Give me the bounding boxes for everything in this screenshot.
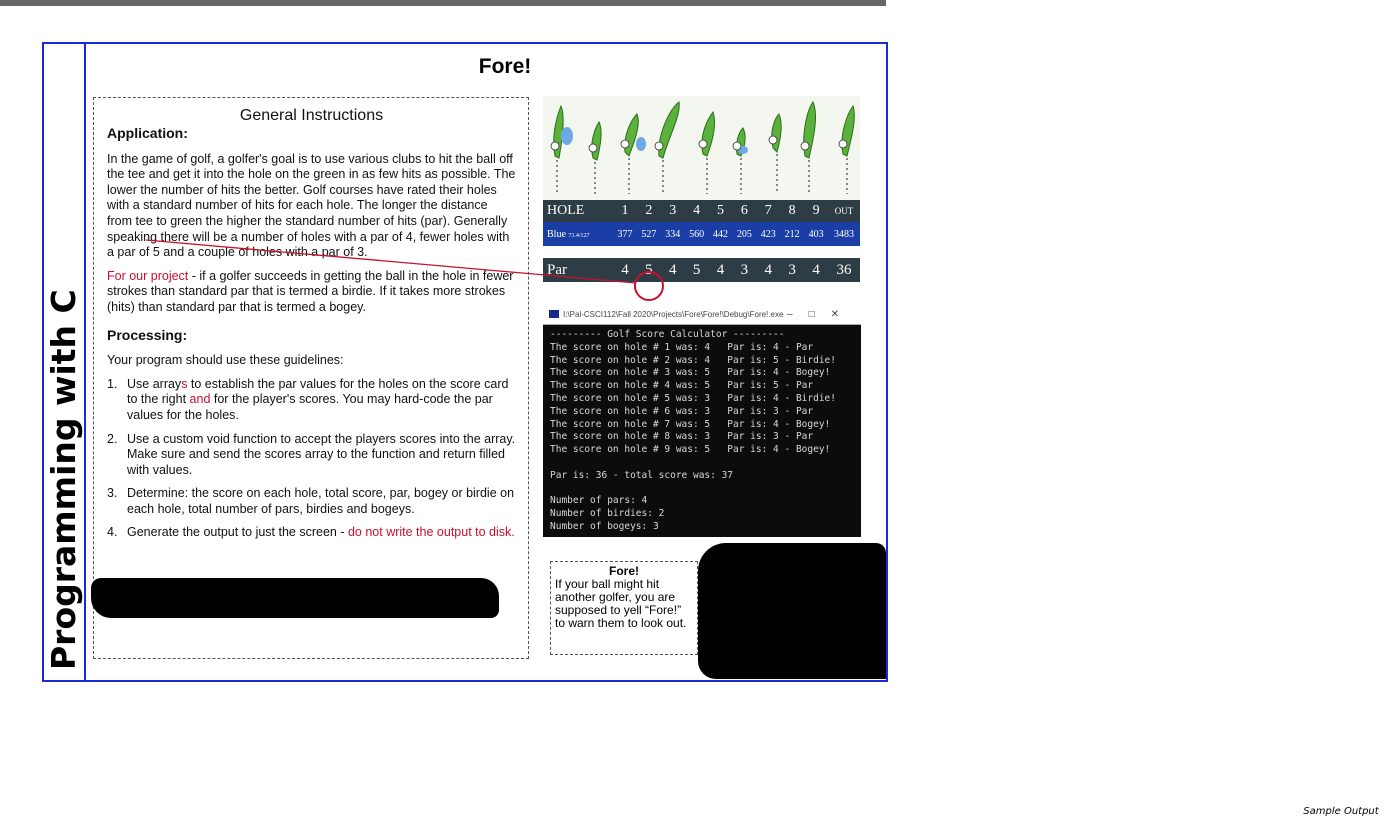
console-line: The score on hole # 6 was: 3 Par is: 3 - Par <box>550 405 814 417</box>
page-title: Fore! <box>478 55 532 78</box>
console-titlebar <box>543 306 861 325</box>
console-output <box>543 325 861 534</box>
instructions-heading: General Instructions <box>239 107 384 124</box>
pointer-line <box>146 240 636 283</box>
sample-output-label: Sample Output <box>1295 801 1387 823</box>
console-line: The score on hole # 9 was: 5 Par is: 4 - Bogey! <box>550 444 831 456</box>
console-line: Number of birdies: 2 <box>550 508 665 520</box>
highlight-circle <box>634 271 664 301</box>
list-item: 4. Generate the output to just the screen - do not write the output to disk. <box>107 525 515 540</box>
console-title: I:\Pal-CSCI112\Fall 2020\Projects\Fore\Fore!\Debug\Fore!.exe <box>563 310 784 319</box>
console-line: The score on hole # 2 was: 4 Par is: 5 - Birdie! <box>550 354 836 366</box>
fore-note-title: Fore! <box>609 564 639 578</box>
console-line: The score on hole # 7 was: 5 Par is: 4 - Bogey! <box>550 418 831 430</box>
list-item: 1. Use arrays to establish the par values for the holes on the score card to the right and for the player's scores. You may hard-code the par values for the holes. <box>107 376 509 422</box>
fore-note <box>550 561 698 655</box>
console-line: Par is: 36 - total score was: 37 <box>550 469 734 481</box>
console-line: The score on hole # 4 was: 5 Par is: 5 - Par <box>550 380 814 392</box>
processing-intro: Your program should use these guidelines: <box>107 353 344 368</box>
hole-row: HOLE 1 2 3 4 5 6 7 8 9 OUT <box>543 200 860 222</box>
blue-tee-row: Blue 73.4/127 377 527 334 560 442 205 423 212 403 3483 <box>543 222 860 246</box>
processing-label: Processing: <box>107 326 188 343</box>
spine-title: Programming with C <box>44 289 83 670</box>
console-app-icon <box>549 310 559 318</box>
fore-note-text: If your ball might hit another golfer, you are supposed to yell “Fore!” to warn them to look out. <box>555 577 687 630</box>
console-line: The score on hole # 1 was: 4 Par is: 4 - Par <box>550 341 814 353</box>
console-line: The score on hole # 3 was: 5 Par is: 4 - Bogey! <box>550 367 831 379</box>
application-label: Application: <box>107 125 188 141</box>
console-line: The score on hole # 8 was: 3 Par is: 3 - Par <box>550 431 814 443</box>
application-text: In the game of golf, a golfer's goal is to use various clubs to hit the ball off the tee and get it into the hole on the green in as few hits as possible. The lower the number of hits the better. Golf courses have rated their holes with a standard number of hits for each hole. The longer the distance from tee to green the higher the standard number of hits (par). Generally speaking there will be a number of holes with a par of 4, fewer holes with a par of 5 and a couple of holes with a par of 3. <box>107 151 516 260</box>
console-line: --------- Golf Score Calculator --------- <box>550 329 785 340</box>
redaction-mark <box>698 543 886 679</box>
list-item: 3. Determine: the score on each hole, total score, par, bogey or birdie on each hole, total number of pars, birdies and bogeys. <box>107 486 515 516</box>
console-line: The score on hole # 5 was: 3 Par is: 4 - Birdie! <box>550 392 836 404</box>
par-row: Par 4 5 4 5 4 3 4 3 4 36 <box>543 258 860 282</box>
console-line: Number of bogeys: 3 <box>550 520 659 532</box>
window-controls[interactable]: –□✕ <box>787 309 855 320</box>
list-item: 2. Use a custom void function to accept the players scores into the array. Make sure and send the scores array to the function and return filled with values. <box>107 431 516 477</box>
project-text: - if a golfer succeeds in getting the ball in the hole in fewer strokes than standard par that is termed a birdie. If it takes more strokes (hits) than standard par that is termed a bogey. <box>107 268 514 314</box>
console-line: Number of pars: 4 <box>550 495 648 507</box>
console-line <box>550 483 861 496</box>
project-lead: For our project <box>107 268 189 283</box>
console-line <box>550 457 861 470</box>
